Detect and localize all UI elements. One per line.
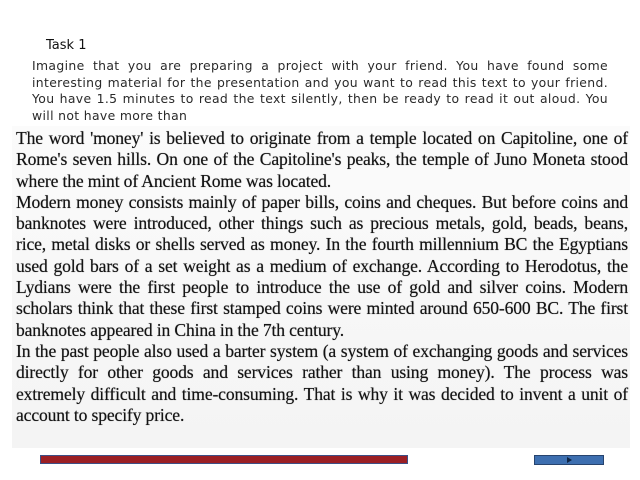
play-arrow-icon (567, 457, 572, 463)
passage (16, 128, 628, 426)
passage-paragraph-1: The word 'money' is believed to originate from a temple located on Capitoline, one of Rome's seven hills. On one of the Capitoline's peaks, the temple of Juno Moneta stood where the mint of Ancient Rome was located. (16, 128, 628, 191)
scanned-text-image (12, 126, 630, 448)
passage-paragraph-3: In the past people also used a barter system (a system of exchanging goods and services directly for other goods and services rather than using money). The process was extremely difficult and time-consuming. That is why it was decided to invent a unit of account to specify price. (16, 340, 628, 425)
passage-paragraph-2: Modern money consists mainly of paper bills, coins and cheques. But before coins and banknotes were introduced, other things such as precious metals, gold, beads, beans, rice, metal disks or shells served as money. In the fourth millennium BC the Egyptians used gold bars of a set weight as a medium of exchange. According to Herodotus, the Lydians were the first people to introduce the use of gold and silver coins. Modern scholars think that these first stamped coins were minted around 650-600 BC. The first banknotes appeared in China in the 7th century. (16, 191, 628, 340)
task-title: Task 1 (46, 38, 87, 53)
navigation-bar-left[interactable] (40, 455, 408, 464)
task-instruction: Imagine that you are preparing a project with your friend. You have found some interesting material for the presentation and you want to read this text to your friend. You have 1.5 minutes to read the text silently, then be ready to read it out aloud. You will not have more than (32, 58, 608, 123)
next-button[interactable] (534, 455, 604, 465)
